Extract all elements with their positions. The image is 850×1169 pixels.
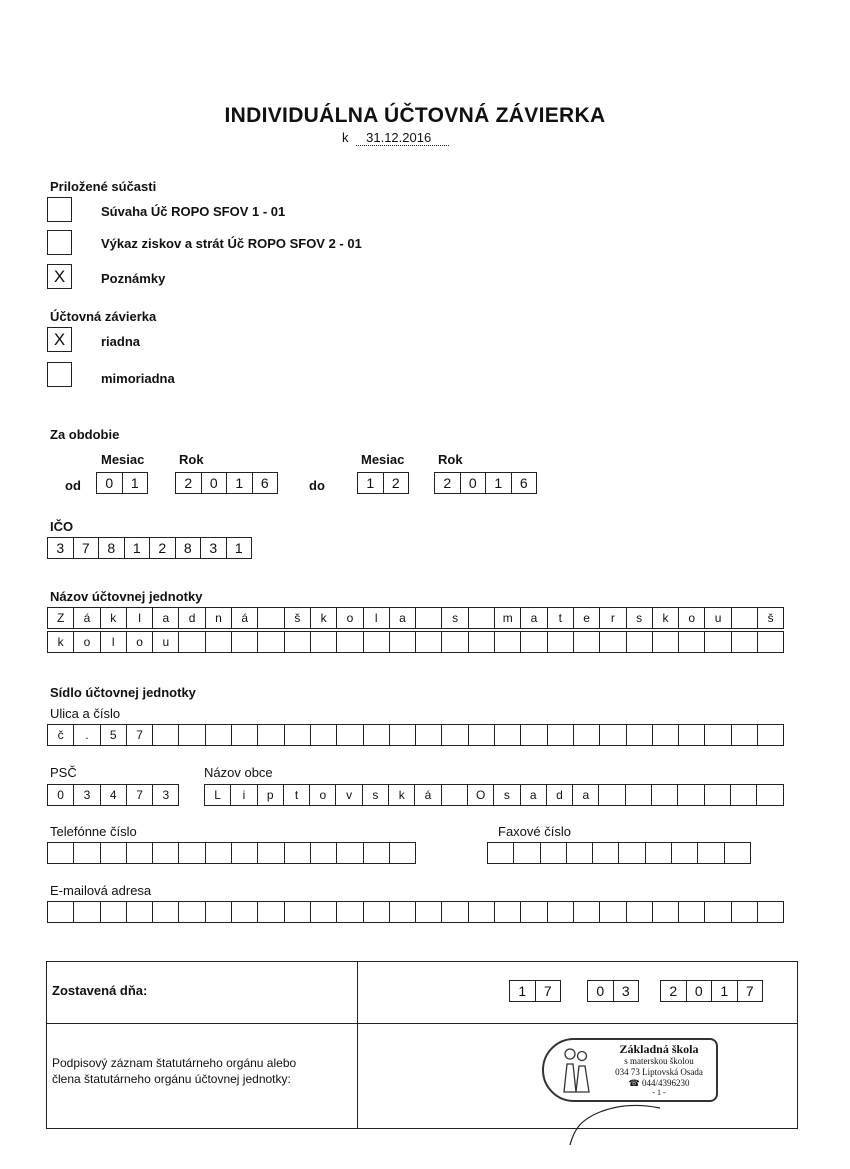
fax-cell[interactable]: [672, 842, 698, 864]
entity-name-cell[interactable]: á: [74, 607, 100, 629]
stamp-line-2: s materskou školou: [624, 1056, 694, 1066]
entity-name-cell[interactable]: s: [627, 607, 653, 629]
handwritten-signature: [560, 1100, 680, 1150]
checkbox-balance-sheet[interactable]: [47, 197, 72, 222]
phone-cell[interactable]: [48, 842, 74, 864]
to-year-cell[interactable]: 2: [435, 472, 461, 494]
compiled-month-cell[interactable]: 0: [588, 980, 614, 1002]
phone-cell[interactable]: [364, 842, 390, 864]
email-cell[interactable]: [311, 901, 337, 923]
street-cell[interactable]: [732, 724, 758, 746]
street-cell[interactable]: [495, 724, 521, 746]
entity-name-cell[interactable]: [416, 607, 442, 629]
phone-cell[interactable]: [311, 842, 337, 864]
ico-cell[interactable]: 1: [125, 537, 151, 559]
entity-name-cell[interactable]: l: [101, 631, 127, 653]
fax-cell[interactable]: [514, 842, 540, 864]
email-cell[interactable]: [732, 901, 758, 923]
stamp-figures-icon: [560, 1046, 592, 1096]
entity-name-cell[interactable]: t: [548, 607, 574, 629]
to-month-cells[interactable]: [357, 472, 409, 494]
phone-cell[interactable]: [179, 842, 205, 864]
table-divider-horizontal: [47, 1023, 797, 1024]
street-cell[interactable]: 5: [101, 724, 127, 746]
psc-cell[interactable]: 0: [48, 784, 74, 806]
entity-name-cell[interactable]: [206, 631, 232, 653]
from-label: od: [65, 478, 81, 493]
city-cell[interactable]: [731, 784, 757, 806]
email-cell[interactable]: [285, 901, 311, 923]
date-value-field[interactable]: 31.12.2016: [356, 130, 449, 146]
entity-name-cell[interactable]: [232, 631, 258, 653]
entity-name-cell[interactable]: l: [127, 607, 153, 629]
entity-name-cell[interactable]: [311, 631, 337, 653]
email-cell[interactable]: [627, 901, 653, 923]
entity-name-row-2[interactable]: [47, 631, 784, 653]
entity-name-cell[interactable]: [732, 631, 758, 653]
ico-cell[interactable]: 1: [227, 537, 253, 559]
closure-heading: Účtovná závierka: [50, 309, 157, 324]
entity-name-cell[interactable]: [469, 607, 495, 629]
email-cell[interactable]: [48, 901, 74, 923]
ico-cell[interactable]: 7: [74, 537, 100, 559]
city-cell[interactable]: a: [573, 784, 599, 806]
stamp-line-3: 034 73 Liptovská Osada: [615, 1067, 703, 1077]
label-regular: riadna: [101, 334, 141, 349]
city-cell[interactable]: L: [205, 784, 231, 806]
entity-name-cell[interactable]: [627, 631, 653, 653]
city-cell[interactable]: o: [310, 784, 336, 806]
email-cell[interactable]: [258, 901, 284, 923]
entity-name-cell[interactable]: á: [232, 607, 258, 629]
city-cell[interactable]: k: [389, 784, 415, 806]
city-cell[interactable]: [599, 784, 625, 806]
email-cell[interactable]: [442, 901, 468, 923]
city-cell[interactable]: [626, 784, 652, 806]
table-divider-vertical: [357, 962, 358, 1128]
fax-cell[interactable]: [567, 842, 593, 864]
city-cell[interactable]: [652, 784, 678, 806]
entity-name-cell[interactable]: a: [521, 607, 547, 629]
city-cell[interactable]: s: [494, 784, 520, 806]
city-cell[interactable]: [678, 784, 704, 806]
street-cell[interactable]: [442, 724, 468, 746]
email-cell[interactable]: [758, 901, 784, 923]
entity-name-cell[interactable]: a: [390, 607, 416, 629]
from-month-cell[interactable]: 0: [97, 472, 123, 494]
email-cell[interactable]: [179, 901, 205, 923]
email-cell[interactable]: [679, 901, 705, 923]
from-month-cell[interactable]: 1: [123, 472, 149, 494]
email-cell[interactable]: [153, 901, 179, 923]
entity-name-cell[interactable]: k: [48, 631, 74, 653]
email-cell[interactable]: [74, 901, 100, 923]
entity-name-cell[interactable]: r: [600, 607, 626, 629]
label-notes: Poznámky: [101, 271, 166, 286]
entity-name-cell[interactable]: [705, 631, 731, 653]
entity-name-cell[interactable]: n: [206, 607, 232, 629]
fax-cell[interactable]: [646, 842, 672, 864]
psc-label: PSČ: [50, 765, 77, 780]
stamp-line-5: - 1 -: [652, 1088, 666, 1097]
entity-name-cell[interactable]: d: [179, 607, 205, 629]
email-cell[interactable]: [390, 901, 416, 923]
street-cell[interactable]: [206, 724, 232, 746]
compiled-year-cells[interactable]: [660, 980, 763, 1002]
street-cell[interactable]: [232, 724, 258, 746]
fax-cell[interactable]: [593, 842, 619, 864]
entity-name-cell[interactable]: u: [153, 631, 179, 653]
entity-name-cell[interactable]: [521, 631, 547, 653]
entity-name-cell[interactable]: k: [101, 607, 127, 629]
phone-cell[interactable]: [390, 842, 416, 864]
to-year-cell[interactable]: 1: [486, 472, 512, 494]
street-cell[interactable]: [758, 724, 784, 746]
compiled-day-cells[interactable]: [509, 980, 561, 1002]
street-cell[interactable]: [548, 724, 574, 746]
email-cell[interactable]: [495, 901, 521, 923]
compiled-year-cell[interactable]: 1: [712, 980, 738, 1002]
stamp-line-1: Základná škola: [619, 1042, 699, 1056]
street-cell[interactable]: [521, 724, 547, 746]
entity-name-cell[interactable]: o: [74, 631, 100, 653]
entity-name-label: Názov účtovnej jednotky: [50, 589, 203, 604]
street-cell[interactable]: [390, 724, 416, 746]
checkbox-extraordinary[interactable]: [47, 362, 72, 387]
compiled-day-cell[interactable]: 7: [536, 980, 562, 1002]
phone-cell[interactable]: [127, 842, 153, 864]
fax-label: Faxové číslo: [498, 824, 571, 839]
city-cell[interactable]: O: [468, 784, 494, 806]
street-cell[interactable]: [574, 724, 600, 746]
compiled-label: Zostavená dňa:: [52, 983, 148, 998]
fax-cell[interactable]: [698, 842, 724, 864]
email-cell[interactable]: [521, 901, 547, 923]
street-cell[interactable]: [705, 724, 731, 746]
city-cell[interactable]: i: [231, 784, 257, 806]
phone-cell[interactable]: [206, 842, 232, 864]
phone-cells[interactable]: [47, 842, 416, 864]
email-cell[interactable]: [337, 901, 363, 923]
email-cell[interactable]: [232, 901, 258, 923]
fax-cell[interactable]: [488, 842, 514, 864]
psc-cell[interactable]: 7: [127, 784, 153, 806]
from-year-cell[interactable]: 1: [227, 472, 253, 494]
compiled-month-cells[interactable]: [587, 980, 639, 1002]
entity-name-cell[interactable]: [469, 631, 495, 653]
to-year-cells[interactable]: [434, 472, 537, 494]
entity-name-cell[interactable]: [679, 631, 705, 653]
from-year-cell[interactable]: 0: [202, 472, 228, 494]
street-cell[interactable]: [679, 724, 705, 746]
ico-label: IČO: [50, 519, 74, 534]
period-heading: Za obdobie: [50, 427, 120, 442]
entity-name-cell[interactable]: [390, 631, 416, 653]
street-cell[interactable]: [653, 724, 679, 746]
entity-name-row-1[interactable]: [47, 607, 784, 629]
ico-cell[interactable]: 8: [99, 537, 125, 559]
document-title: INDIVIDUÁLNA ÚČTOVNÁ ZÁVIERKA: [224, 104, 606, 127]
phone-cell[interactable]: [258, 842, 284, 864]
from-year-cell[interactable]: 2: [176, 472, 202, 494]
signature-text-line-2: člena štatutárneho orgánu účtovnej jednotky:: [52, 1072, 291, 1086]
entity-name-cell[interactable]: [732, 607, 758, 629]
fax-cells[interactable]: [487, 842, 751, 864]
email-cell[interactable]: [206, 901, 232, 923]
to-label: do: [309, 478, 325, 493]
compiled-day-cell[interactable]: 1: [510, 980, 536, 1002]
date-prefix: k: [342, 130, 349, 145]
entity-name-cell[interactable]: k: [311, 607, 337, 629]
phone-cell[interactable]: [153, 842, 179, 864]
fax-cell[interactable]: [619, 842, 645, 864]
ico-cells[interactable]: [47, 537, 252, 559]
ico-cell[interactable]: 3: [48, 537, 74, 559]
city-cell[interactable]: p: [258, 784, 284, 806]
city-cell[interactable]: [757, 784, 783, 806]
street-cell[interactable]: [258, 724, 284, 746]
label-extraordinary: mimoriadna: [101, 371, 175, 386]
to-month-label: Mesiac: [361, 452, 405, 467]
checkbox-notes[interactable]: X: [47, 264, 72, 289]
from-year-label: Rok: [179, 452, 204, 467]
entity-name-cell[interactable]: l: [364, 607, 390, 629]
email-cell[interactable]: [653, 901, 679, 923]
entity-name-cell[interactable]: e: [574, 607, 600, 629]
street-cell[interactable]: [416, 724, 442, 746]
city-cell[interactable]: a: [521, 784, 547, 806]
street-cell[interactable]: [153, 724, 179, 746]
city-cell[interactable]: t: [284, 784, 310, 806]
entity-name-cell[interactable]: [442, 631, 468, 653]
email-cell[interactable]: [364, 901, 390, 923]
stamp-line-4: ☎ 044/4396230: [628, 1078, 690, 1088]
entity-name-cell[interactable]: [548, 631, 574, 653]
city-cell[interactable]: v: [336, 784, 362, 806]
entity-name-cell[interactable]: o: [127, 631, 153, 653]
entity-name-cell[interactable]: š: [285, 607, 311, 629]
city-label: Názov obce: [204, 765, 273, 780]
entity-name-cell[interactable]: k: [653, 607, 679, 629]
entity-name-cell[interactable]: [495, 631, 521, 653]
city-cell[interactable]: d: [547, 784, 573, 806]
label-balance-sheet: Súvaha Úč ROPO SFOV 1 - 01: [101, 204, 286, 219]
compiled-year-cell[interactable]: 7: [738, 980, 764, 1002]
street-label: Ulica a číslo: [50, 706, 121, 721]
from-year-cells[interactable]: [175, 472, 278, 494]
from-month-label: Mesiac: [101, 452, 145, 467]
entity-name-cell[interactable]: s: [442, 607, 468, 629]
psc-cell[interactable]: 3: [153, 784, 179, 806]
to-year-label: Rok: [438, 452, 463, 467]
entity-name-cell[interactable]: [285, 631, 311, 653]
from-year-cell[interactable]: 6: [253, 472, 279, 494]
email-label: E-mailová adresa: [50, 883, 152, 898]
entity-name-cell[interactable]: [653, 631, 679, 653]
compiled-year-cell[interactable]: 0: [687, 980, 713, 1002]
entity-name-cell[interactable]: š: [758, 607, 784, 629]
phone-cell[interactable]: [101, 842, 127, 864]
compiled-year-cell[interactable]: 2: [661, 980, 687, 1002]
city-cell[interactable]: [442, 784, 468, 806]
entity-name-cell[interactable]: [416, 631, 442, 653]
to-year-cell[interactable]: 6: [512, 472, 538, 494]
email-cell[interactable]: [101, 901, 127, 923]
street-cell[interactable]: [337, 724, 363, 746]
from-month-cells[interactable]: [96, 472, 148, 494]
to-month-cell[interactable]: 1: [358, 472, 384, 494]
email-cell[interactable]: [469, 901, 495, 923]
entity-name-cell[interactable]: [364, 631, 390, 653]
ico-cell[interactable]: 3: [201, 537, 227, 559]
street-cell[interactable]: [285, 724, 311, 746]
signature-text-line-1: Podpisový záznam štatutárneho orgánu alebo: [52, 1056, 297, 1070]
components-heading: Priložené súčasti: [50, 179, 157, 194]
city-cell[interactable]: á: [415, 784, 441, 806]
entity-name-cell[interactable]: [258, 607, 284, 629]
street-cell[interactable]: [627, 724, 653, 746]
entity-name-cell[interactable]: o: [337, 607, 363, 629]
entity-name-cell[interactable]: m: [495, 607, 521, 629]
email-cell[interactable]: [127, 901, 153, 923]
psc-cell[interactable]: 3: [74, 784, 100, 806]
email-cell[interactable]: [548, 901, 574, 923]
email-cell[interactable]: [574, 901, 600, 923]
email-cell[interactable]: [416, 901, 442, 923]
entity-name-cell[interactable]: Z: [48, 607, 74, 629]
to-year-cell[interactable]: 0: [461, 472, 487, 494]
phone-cell[interactable]: [74, 842, 100, 864]
address-heading: Sídlo účtovnej jednotky: [50, 685, 196, 700]
street-cell[interactable]: [364, 724, 390, 746]
street-cell[interactable]: 7: [127, 724, 153, 746]
street-cell[interactable]: [469, 724, 495, 746]
entity-name-cell[interactable]: [600, 631, 626, 653]
entity-name-cell[interactable]: [337, 631, 363, 653]
street-cell[interactable]: [600, 724, 626, 746]
entity-name-cell[interactable]: a: [153, 607, 179, 629]
ico-cell[interactable]: 8: [176, 537, 202, 559]
to-month-cell[interactable]: 2: [384, 472, 410, 494]
checkbox-profit-loss[interactable]: [47, 230, 72, 255]
street-cell[interactable]: .: [74, 724, 100, 746]
closure-date: [342, 130, 449, 146]
phone-cell[interactable]: [232, 842, 258, 864]
city-cell[interactable]: s: [363, 784, 389, 806]
entity-name-cell[interactable]: [179, 631, 205, 653]
email-cell[interactable]: [600, 901, 626, 923]
label-profit-loss: Výkaz ziskov a strát Úč ROPO SFOV 2 - 01: [101, 236, 362, 251]
street-cells[interactable]: [47, 724, 784, 746]
entity-name-cell[interactable]: u: [705, 607, 731, 629]
street-cell[interactable]: č: [48, 724, 74, 746]
street-cell[interactable]: [179, 724, 205, 746]
city-cell[interactable]: [705, 784, 731, 806]
city-cells[interactable]: [204, 784, 784, 806]
email-cells[interactable]: [47, 901, 784, 923]
street-cell[interactable]: [311, 724, 337, 746]
fax-cell[interactable]: [541, 842, 567, 864]
entity-name-cell[interactable]: [574, 631, 600, 653]
entity-name-cell[interactable]: [258, 631, 284, 653]
checkbox-regular[interactable]: X: [47, 327, 72, 352]
fax-cell[interactable]: [725, 842, 751, 864]
compiled-month-cell[interactable]: 3: [614, 980, 640, 1002]
entity-name-cell[interactable]: o: [679, 607, 705, 629]
phone-label: Telefónne číslo: [50, 824, 137, 839]
psc-cell[interactable]: 4: [101, 784, 127, 806]
ico-cell[interactable]: 2: [150, 537, 176, 559]
phone-cell[interactable]: [337, 842, 363, 864]
school-stamp: [542, 1038, 718, 1102]
entity-name-cell[interactable]: [758, 631, 784, 653]
phone-cell[interactable]: [285, 842, 311, 864]
psc-cells[interactable]: [47, 784, 179, 806]
email-cell[interactable]: [705, 901, 731, 923]
